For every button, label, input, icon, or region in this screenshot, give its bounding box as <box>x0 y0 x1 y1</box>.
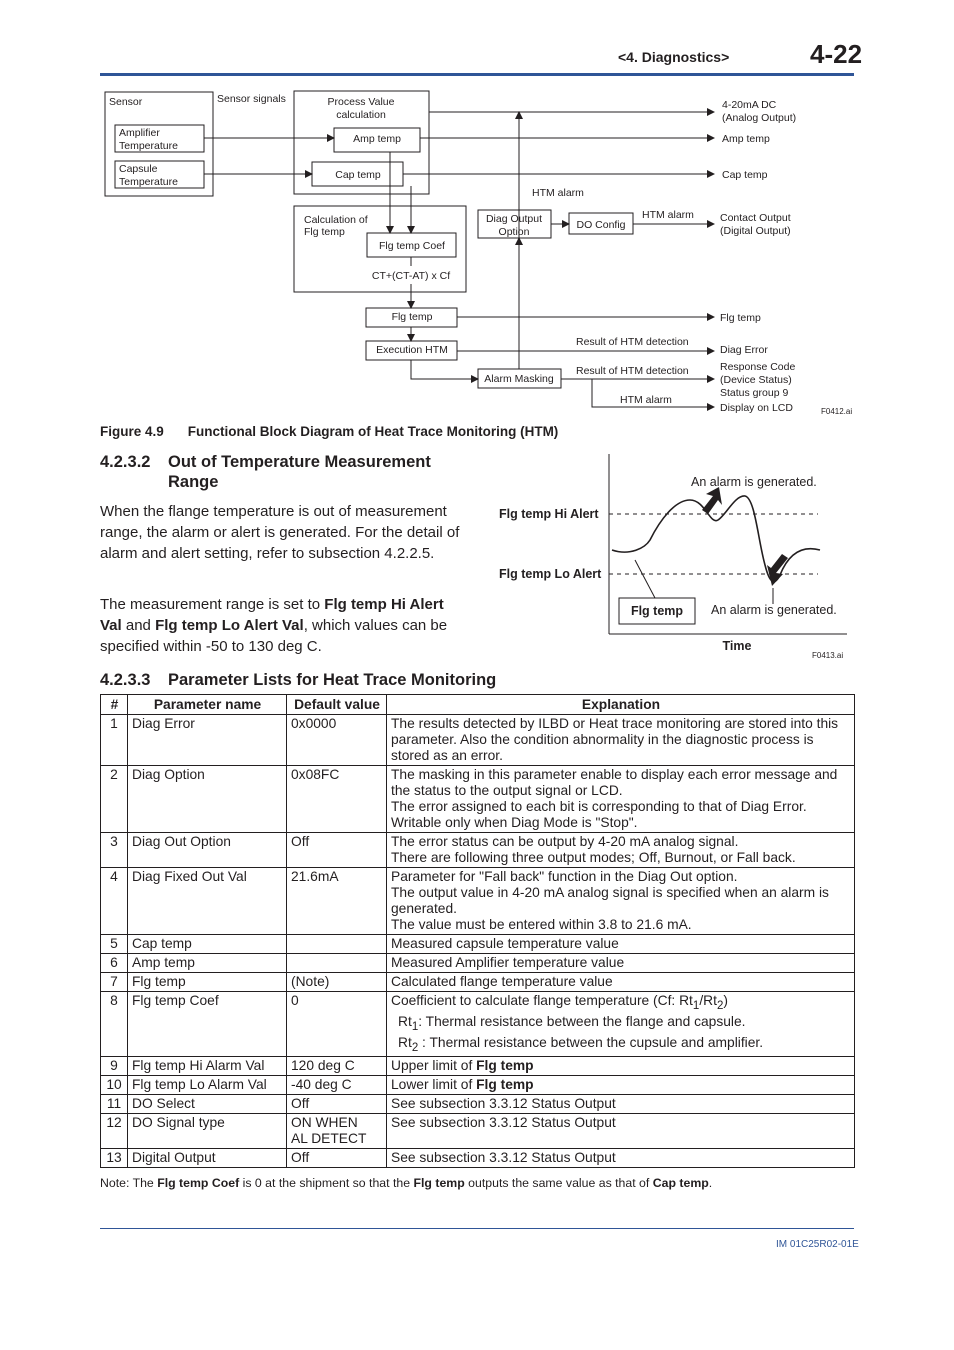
exp-part: /Rt <box>699 993 717 1008</box>
table-row <box>101 1149 855 1168</box>
cell-explanation: Calculated flange temperature value <box>387 973 855 992</box>
cell-name: DO Select <box>128 1095 287 1114</box>
cell-num: 9 <box>101 1057 128 1076</box>
out-amp-temp: Amp temp <box>722 133 770 145</box>
flg-coef-label: Flg temp Coef <box>379 240 445 252</box>
exp-part: Coefficient to calculate flange temperature (Cf: Rt <box>391 993 693 1008</box>
table-header-row <box>101 695 855 715</box>
section-432-title-1: Out of Temperature Measurement <box>168 453 431 471</box>
table-row <box>101 766 855 833</box>
cell-default: 120 deg C <box>287 1057 387 1076</box>
out-diag-error: Diag Error <box>720 344 768 356</box>
cell-num: 2 <box>101 766 128 833</box>
cell-name: Diag Fixed Out Val <box>128 868 287 935</box>
time-axis-label: Time <box>722 639 752 653</box>
out-analog-2: (Analog Output) <box>722 112 797 124</box>
exp-part: ) <box>723 993 728 1008</box>
cell-name: DO Signal type <box>128 1114 287 1149</box>
result-htm-2: Result of HTM detection <box>576 365 689 377</box>
htm-alarm-bottom: HTM alarm <box>620 394 672 406</box>
para2-t2: and <box>121 617 156 634</box>
sensor-label: Sensor <box>109 96 143 108</box>
capsule-temp-line1: Capsule <box>119 163 158 175</box>
cell-name: Cap temp <box>128 935 287 954</box>
process-value-line1: Process Value <box>327 96 395 108</box>
table-row <box>101 973 855 992</box>
capsule-temp-line2: Temperature <box>119 176 178 188</box>
section-433-title: Parameter Lists for Heat Trace Monitoring <box>168 671 497 689</box>
cell-default: 0x08FC <box>287 766 387 833</box>
alarm-bottom-label: An alarm is generated. <box>711 603 837 617</box>
process-value-line2: calculation <box>336 109 386 121</box>
cell-default: (Note) <box>287 973 387 992</box>
exp-line: Writable only when Diag Mode is "Stop". <box>391 815 638 830</box>
table-row <box>101 1114 855 1149</box>
subscript: 2 <box>716 999 724 1012</box>
note-prefix: Note: The <box>100 1176 158 1190</box>
cell-explanation: See subsection 3.3.12 Status Output <box>387 1149 855 1168</box>
cell-num: 6 <box>101 954 128 973</box>
cell-name: Flg temp Coef <box>128 992 287 1057</box>
subscript: 1 <box>411 1020 419 1033</box>
note-text: . <box>708 1176 713 1190</box>
cell-default: Off <box>287 1149 387 1168</box>
exp-line: The output value in 4-20 mA analog signal is specified when an alarm is generated. <box>391 885 829 916</box>
exp-line: The error status can be output by 4-20 mA analog signal. <box>391 834 739 849</box>
cell-num: 1 <box>101 715 128 766</box>
document-id: IM 01C25R02-01E <box>776 1239 859 1250</box>
exp-part: Rt <box>398 1034 412 1050</box>
table-row <box>101 954 855 973</box>
note-bold: Flg temp <box>413 1176 465 1190</box>
do-config-label: DO Config <box>576 219 626 231</box>
exp-line: There are following three output modes; Off, Burnout, or Fall back. <box>391 850 796 865</box>
cell-name: Diag Out Option <box>128 833 287 868</box>
table-row <box>101 1095 855 1114</box>
cell-explanation <box>387 868 855 935</box>
cell-explanation <box>387 766 855 833</box>
cell-default: 0 <box>287 992 387 1057</box>
table-row <box>101 833 855 868</box>
cell-explanation <box>387 992 855 1057</box>
para2-t3: , which values can be specified within -50 to 130 deg C. <box>100 617 448 655</box>
section-432-number: 4.2.3.2 <box>100 453 151 471</box>
subscript: 1 <box>692 999 700 1012</box>
cell-default: Off <box>287 1095 387 1114</box>
col-explanation: Explanation <box>387 695 855 715</box>
cell-name: Amp temp <box>128 954 287 973</box>
calc-flg-line1: Calculation of <box>304 214 368 226</box>
header-section-title: <4. Diagnostics> <box>618 49 730 65</box>
cell-num: 8 <box>101 992 128 1057</box>
cell-name: Flg temp Hi Alarm Val <box>128 1057 287 1076</box>
alarm-arrow-top-icon <box>702 487 722 514</box>
alarm-graph <box>0 0 954 670</box>
cell-default: 21.6mA <box>287 868 387 935</box>
cell-num: 4 <box>101 868 128 935</box>
out-response-1: Response Code <box>720 361 796 373</box>
table-row <box>101 1076 855 1095</box>
table-row <box>101 715 855 766</box>
cell-explanation <box>387 833 855 868</box>
out-contact-2: (Digital Output) <box>720 225 791 237</box>
para2-b2: Flg temp Lo Alert Val <box>155 617 304 634</box>
cap-temp-block-label: Cap temp <box>335 169 381 181</box>
diag-output-line2: Option <box>498 226 530 238</box>
htm-alarm-right: HTM alarm <box>642 209 694 221</box>
exec-htm-label: Execution HTM <box>376 344 448 356</box>
page-number: 4-22 <box>810 39 863 69</box>
cell-explanation: See subsection 3.3.12 Status Output <box>387 1114 855 1149</box>
col-num: # <box>101 695 128 715</box>
flg-temp-graph-label: Flg temp <box>630 604 684 618</box>
section-433-heading <box>100 670 496 690</box>
exp-line: The value must be entered within 3.8 to 21.6 mA. <box>391 917 692 932</box>
exp-line: The masking in this parameter enable to display each error message and the status to the output signal or LCD. <box>391 767 838 798</box>
exp-line <box>391 1035 851 1056</box>
cell-default: Off <box>287 833 387 868</box>
parameter-table <box>100 694 855 1168</box>
cell-name: Flg temp <box>128 973 287 992</box>
para2-b1: Flg temp Hi Alert Val <box>100 596 444 634</box>
exp-part: Rt <box>398 1013 412 1029</box>
table-row <box>101 1057 855 1076</box>
cell-name: Flg temp Lo Alarm Val <box>128 1076 287 1095</box>
out-response-4: Display on LCD <box>720 402 793 414</box>
cell-default <box>287 954 387 973</box>
cell-explanation <box>387 1076 855 1095</box>
amplifier-temp-line1: Amplifier <box>119 127 160 139</box>
exp-line <box>391 993 851 1014</box>
note-text: outputs the same value as that of <box>464 1176 653 1190</box>
lo-alert-label: Flg temp Lo Alert <box>499 567 602 581</box>
htm-alarm-mid: HTM alarm <box>532 187 584 199</box>
exp-part: : Thermal resistance between the cupsule and amplifier. <box>418 1034 764 1050</box>
hi-alert-label: Flg temp Hi Alert <box>499 507 599 521</box>
exp-bold: Flg temp <box>476 1077 534 1093</box>
out-contact-1: Contact Output <box>720 212 791 224</box>
cell-explanation <box>387 1057 855 1076</box>
cell-explanation: Measured Amplifier temperature value <box>387 954 855 973</box>
footer-rule <box>100 1228 854 1229</box>
alarm-top-label: An alarm is generated. <box>691 475 817 489</box>
flg-temp-block-label: Flg temp <box>391 311 433 323</box>
note-bold: Flg temp Coef <box>157 1176 240 1190</box>
exp-line: The error assigned to each bit is corresponding to that of Diag Error. <box>391 799 807 814</box>
cell-explanation: Measured capsule temperature value <box>387 935 855 954</box>
table-row <box>101 935 855 954</box>
cell-num: 3 <box>101 833 128 868</box>
note-text: is 0 at the shipment so that the <box>239 1176 414 1190</box>
out-cap-temp: Cap temp <box>722 169 768 181</box>
cell-explanation: The results detected by ILBD or Heat trace monitoring are stored into this parameter. Also the condition abnormality in the diagnostic process is stored as an error. <box>387 715 855 766</box>
diag-output-line1: Diag Output <box>485 213 543 225</box>
note-bold: Cap temp <box>652 1176 709 1190</box>
exp-part: : Thermal resistance between the flange and capsule. <box>418 1013 746 1029</box>
cell-num: 5 <box>101 935 128 954</box>
cell-name: Diag Option <box>128 766 287 833</box>
section-433-number: 4.2.3.3 <box>100 671 151 689</box>
exp-part: Lower limit of <box>391 1077 477 1093</box>
out-response-3: Status group 9 <box>720 387 789 399</box>
default-line: AL DETECT <box>291 1131 367 1147</box>
cell-default <box>287 935 387 954</box>
cell-default <box>287 1114 387 1149</box>
exp-bold: Flg temp <box>476 1058 534 1074</box>
cell-name: Digital Output <box>128 1149 287 1168</box>
figure-label: Figure 4.9 <box>100 424 164 439</box>
cell-default: -40 deg C <box>287 1076 387 1095</box>
out-flg-temp: Flg temp <box>720 312 761 324</box>
subscript: 2 <box>411 1041 419 1054</box>
figure-title: Functional Block Diagram of Heat Trace Monitoring (HTM) <box>187 424 559 439</box>
out-analog-1: 4-20mA DC <box>722 99 777 111</box>
flg-temp-curve <box>612 496 820 582</box>
alarm-masking-label: Alarm Masking <box>484 373 554 385</box>
col-default: Default value <box>287 695 387 715</box>
cell-num: 11 <box>101 1095 128 1114</box>
para1-text: When the flange temperature is out of measurement range, the alarm or alert is generated. For the detail of alarm and alert setting, refer to subsection 4.2.2.5. <box>100 503 460 562</box>
cell-num: 13 <box>101 1149 128 1168</box>
amplifier-temp-line2: Temperature <box>119 140 178 152</box>
cell-explanation: See subsection 3.3.12 Status Output <box>387 1095 855 1114</box>
out-response-2: (Device Status) <box>720 374 792 386</box>
figure2-file-id: F0413.ai <box>812 651 844 660</box>
para2-t1: The measurement range is set to <box>100 596 325 613</box>
exp-part: Upper limit of <box>391 1058 477 1074</box>
result-htm-1: Result of HTM detection <box>576 336 689 348</box>
sensor-signals-label: Sensor signals <box>217 93 286 105</box>
section-432-title-2: Range <box>168 473 219 491</box>
cell-default: 0x0000 <box>287 715 387 766</box>
table-row <box>101 868 855 935</box>
calc-flg-line2: Flg temp <box>304 226 345 238</box>
formula-label: CT+(CT-AT) x Cf <box>371 270 451 282</box>
exp-line <box>391 1014 851 1035</box>
table-row <box>101 992 855 1057</box>
alarm-arrow-bottom-icon <box>767 554 788 586</box>
cell-num: 10 <box>101 1076 128 1095</box>
cell-num: 7 <box>101 973 128 992</box>
col-name: Parameter name <box>128 695 287 715</box>
cell-num: 12 <box>101 1114 128 1149</box>
table-note <box>100 1176 712 1190</box>
exp-line: Parameter for "Fall back" function in the Diag Out option. <box>391 869 738 884</box>
cell-name: Diag Error <box>128 715 287 766</box>
figure1-file-id: F0412.ai <box>821 407 853 416</box>
amp-temp-block-label: Amp temp <box>353 133 401 145</box>
default-line: ON WHEN <box>291 1115 358 1131</box>
